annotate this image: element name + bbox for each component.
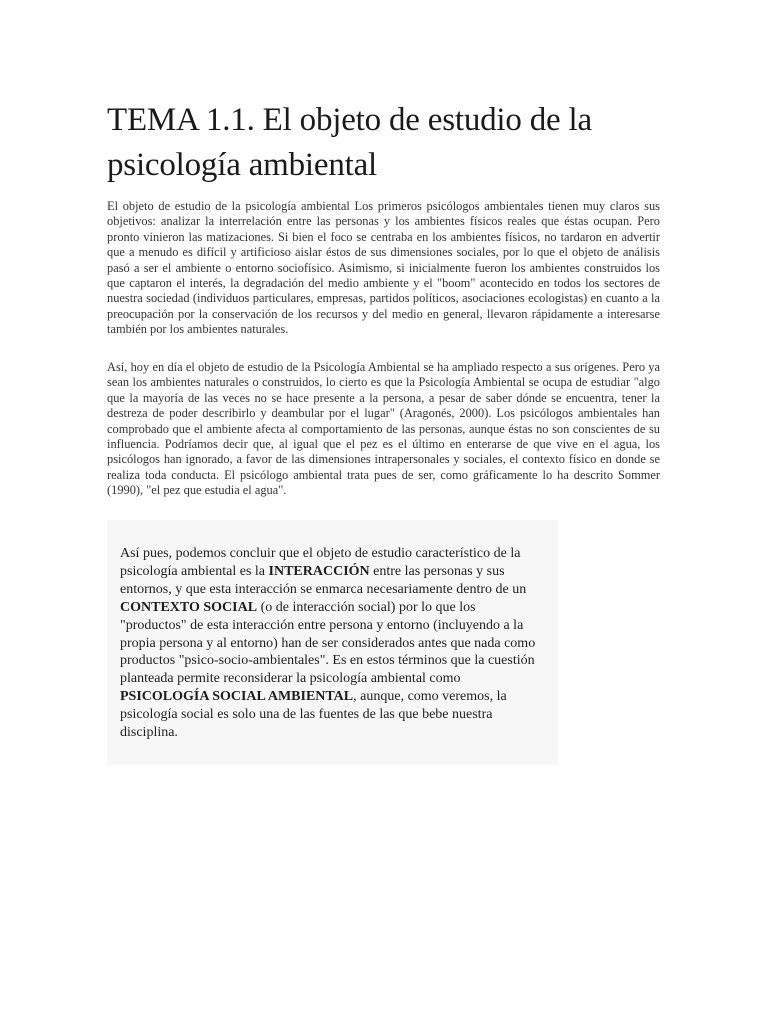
highlight-text [120, 545, 545, 742]
page-title: TEMA 1.1. El objeto de estudio de la psicología ambiental [107, 102, 592, 183]
highlight-text-part-1: Así pues, podemos concluir que el objeto de estudio característico de la psicología ambiental es la [120, 546, 521, 579]
highlight-keyword-contexto-social: CONTEXTO SOCIAL [120, 599, 258, 615]
paragraph-1: El objeto de estudio de la psicología ambiental Los primeros psicólogos ambientales tienen muy claros sus objetivos: analizar la interrelación entre las personas y los ambientes físicos reales que éstas ocupan. Pero pronto vinieron las matizaciones. Si bien el foco se centraba en los ambientes físicos, no tardaron en advertir que a menudo es difícil y artificioso aislar éstos de sus dimensiones sociales, por lo que el objeto de análisis pasó a ser el ambiente o entorno sociofísico. Asimismo, si inicialmente fueron los ambientes construidos los que captaron el interés, la degradación del medio ambiente y el "boom" acontecido en todos los sectores de nuestra sociedad (individuos particulares, empresas, partidos políticos, asociaciones ecologistas) en cuanto a la preocupación por la conservación de los recursos y del medio en general, llevaron rápidamente a interesarse también por los ambientes naturales. [107, 199, 660, 337]
highlight-text-part-2: entre las personas y sus entornos, y que esta interacción se enmarca necesariamente dentro de un [120, 563, 527, 597]
paragraph-2: Así, hoy en día el objeto de estudio de la Psicología Ambiental se ha ampliado respecto a sus orígenes. Pero ya sean los ambientes naturales o construidos, lo cierto es que la Psicología Ambiental se ocupa de estudiar "algo que la mayoría de las veces no se hace presente a la persona, a pesar de saber dónde se encuentra, tener la destreza de poder describirlo y deambular por el lugar" (Aragonés, 2000). Los psicólogos ambientales han comprobado que el ambiente afecta al comportamiento de las personas, aunque éstas no son conscientes de su influencia. Podríamos decir que, al igual que el pez es el último en enterarse de que vive en el agua, los psicólogos han ignorado, a favor de las dimensiones intrapersonales y sociales, el contexto físico en donde se realiza toda conducta. El psicólogo ambiental trata pues de ser, como gráficamente lo ha descrito Sommer (1990), "el pez que estudia el agua". [107, 360, 660, 498]
highlight-keyword-psicologia-social-ambiental: PSICOLOGÍA SOCIAL AMBIENTAL [120, 689, 354, 705]
highlight-text-part-4: , aunque, como veremos, la psicología social es solo una de las fuentes de las que bebe nuestra disciplina. [120, 689, 507, 741]
highlight-text-part-3: (o de interacción social) por lo que los "productos" de esta interacción entre persona y entorno (incluyendo a la propia persona y al entorno) han de ser considerados antes que nada como productos "psico-socio-ambientales". Es en estos términos que la cuestión planteada permite reconsiderar la psicología ambiental como [120, 599, 536, 687]
highlight-keyword-interaccion: INTERACCIÓN [268, 563, 370, 579]
highlight-box [107, 520, 558, 765]
